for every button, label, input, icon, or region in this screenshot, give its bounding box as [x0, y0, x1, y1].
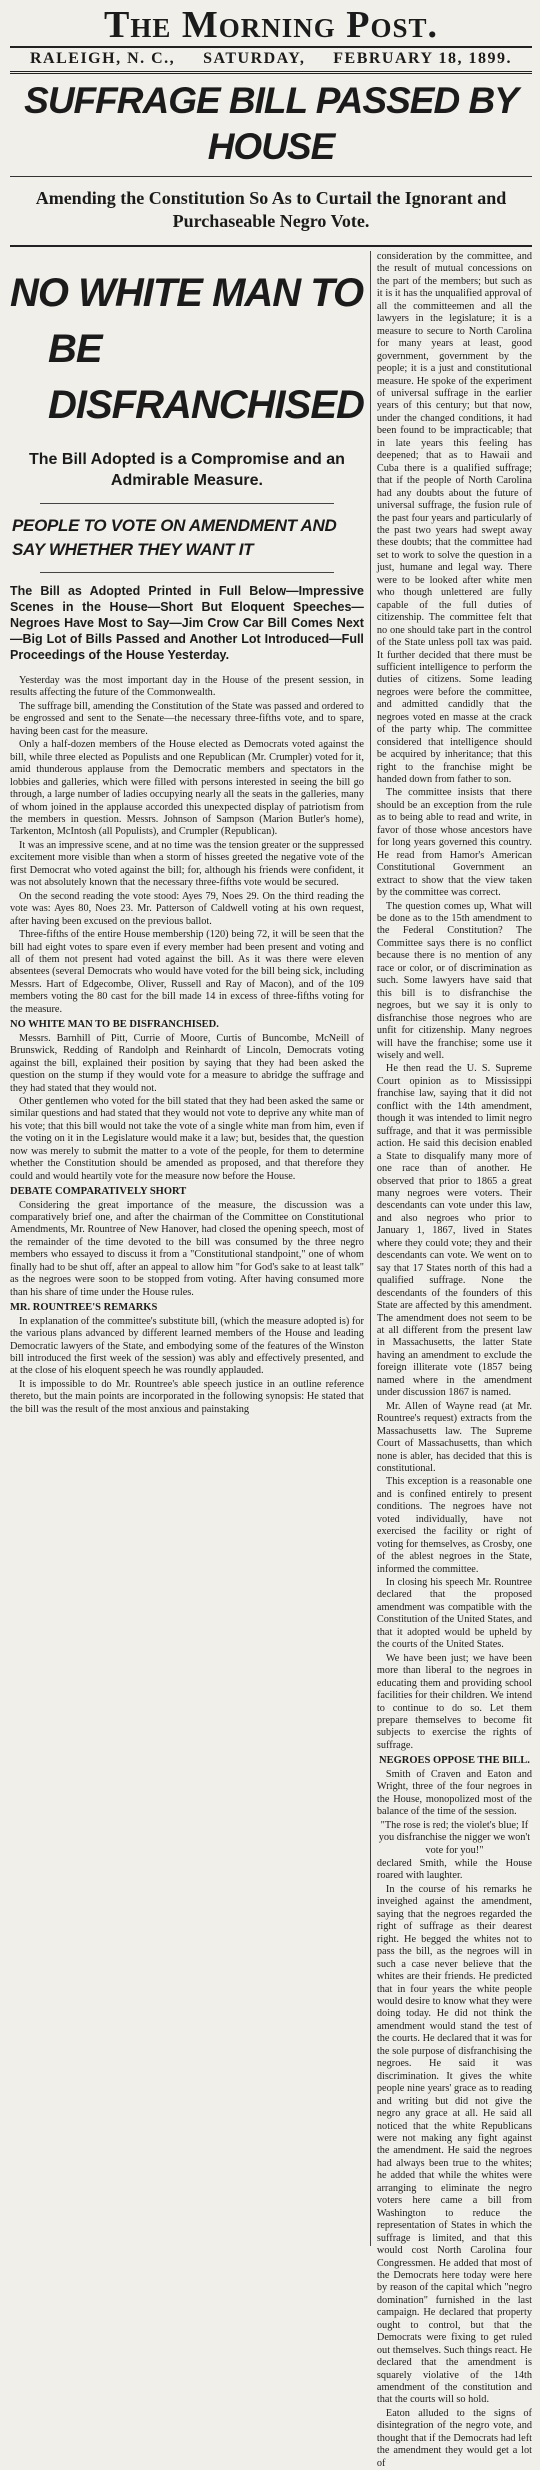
paragraph: It was an impressive scene, and at no time was the tension greater or the suppressed excitement more visible than when a storm of hisses greeted the negative vote of the first Democrat who voted against the bill; for, although his friends were confident, it was not absolutely known that the necessary three-fifths vote would be secured. [10, 839, 364, 889]
paragraph: This exception is a reasonable one and is confined entirely to present conditions. The negroes have not voted individually, have not exercised the facility or right of voting for themselves, as Crosby, one of the ablest negroes in the State, informed the committee. [376, 1476, 532, 1575]
paragraph: Considering the great importance of the measure, the discussion was a comparatively brief one, and after the chairman of the Committee on Constitutional Amendments, Mr. Rountree of New Hanover, had closed the opening speech, most of the remainder of the time devoted to the bill was consumed by the three negro members who essayed to discuss it from a "Constitutional standpoint," one of whom finally had to be shut off, after an appeal to allow him "for God's sake to at least talk" as the negroes were soon to be stopped from voting. After having consumed more than his share of time under the House rules. [10, 1199, 364, 1298]
dateline-day: SATURDAY, [203, 50, 306, 67]
subheading: NEGROES OPPOSE THE BILL. [378, 1755, 530, 1767]
big-headline-line1: NO WHITE MAN TO [10, 271, 364, 315]
paragraph: Messrs. Barnhill of Pitt, Currie of Moore, Curtis of Buncombe, McNeill of Brunswick, Redding of Randolph and Reinhardt of Lincoln, Democrats voting against the bill, explained their position by saying that they had been asked the question on the stump if they would vote for a measure to abridge the suffrage and they had stated that they would not. [10, 1032, 364, 1094]
left-column [10, 251, 371, 2246]
paragraph: On the second reading the vote stood: Ayes 79, Noes 29. On the third reading the vote was: Ayes 80, Noes 23. Mr. Patterson of Caldwell voting at his own request, after having been excused on the previous ballot. [10, 890, 364, 927]
dateline-city: RALEIGH, N. C., [30, 50, 176, 67]
paragraph: Smith of Craven and Eaton and Wright, three of the four negroes in the House, monopolized most of the balance of the time of the session. [376, 1768, 532, 1818]
paragraph: We have been just; we have been more than liberal to the negroes in educating them and providing school facilities for their children. We intend to continue to do so. Let them prepare themselves to become fit subjects to exercise the rights of suffrage. [376, 1652, 532, 1751]
deck-summary: The Bill as Adopted Printed in Full Below—Impressive Scenes in the House—Short But Eloquent Speeches—Negroes Have Most to Say—Jim Crow Car Bill Comes Next—Big Lot of Bills Passed and Another Lot Introduced—Full Proceedings of the House Yesterday. [10, 584, 364, 662]
article-columns [10, 251, 532, 2469]
paragraph: It is impossible to do Mr. Rountree's able speech justice in an outline reference thereto, but the main points are incorporated in the following synopsis: He stated that the bill was the result of the most anxious and painstaking [10, 1378, 364, 1415]
paragraph: In closing his speech Mr. Rountree declared that the proposed amendment was compatible with the Constitution of the United States, and that it adopted would be upheld by the courts of the United States. [376, 1577, 532, 1651]
subheading: NO WHITE MAN TO BE DISFRANCHISED. [10, 1019, 219, 1031]
deck-people-vote: PEOPLE TO VOTE ON AMENDMENT AND SAY WHETHER THEY WANT IT [12, 516, 337, 559]
dateline [10, 46, 532, 74]
paragraph: Only a half-dozen members of the House elected as Democrats voted against the bill, while three elected as Populists and one Republican (Mr. Crumpler) voted for it, amid thunderous applause from the Democratic members and spectators in the lobbies and galleries, which were filled with persons interested in seeing the bill go through, a large number of ladies occupying nearly all the seats in the galleries, many of whom joined in the applause accorded this unexpected display of patriotism from the members in question. Messrs. Johnson of Sampson (Marion Butler's home), Tarkenton, McIntosh (all Populists), and Crumpler (Republican). [10, 739, 364, 838]
divider [40, 503, 334, 504]
divider [40, 572, 334, 573]
paragraph: He then read the U. S. Supreme Court opinion as to Mississippi franchise law, saying that it did not conflict with the 14th amendment, though it was intended to limit negro suffrage, and that it was permissible action. He said this decision enabled a State to disqualify many more of one race than of another. He observed that prior to 1865 a great many negroes were voters. Their descendants can vote under this law, and also negroes who prior to January 1, 1867, lived in States where they could vote; they and their descendants can vote. We went on to say that 17 States north of this had a qualified suffrage. None the descendants of the founders of this State are affected by this amendment. The amendment does not seem to be at all different from the present law in Massachusetts, the latter State having an amendment to exclude the foreign illiterate vote (1857 being named where in the amendment under discussion 1867 is named. [376, 1063, 532, 1399]
verse: "The rose is red; the violet's blue; If you disfranchise the nigger we won't vote for you!" [378, 1819, 531, 1856]
big-headline-line2: BE DISFRANCHISED [48, 327, 364, 427]
paragraph: Three-fifths of the entire House membership (120) being 72, it will be seen that the bill had eight votes to spare even if every member had been present and voting and all of them not present had voted against the bill. As it was there were eleven absentees (several Democrats who would have voted for the bill being sick, including Messrs. Hart of Edgecombe, Oliver, Russell and Ray of Macon), and of the 109 members voting the 80 cast for the bill made 14 in excess of three-fifths voting for the measure. [10, 929, 364, 1015]
main-headline: SUFFRAGE BILL PASSED BY HOUSE [10, 78, 532, 177]
paragraph: Eaton alluded to the signs of disintegration of the negro vote, and thought that if the Democrats had left the amendment they would get a lot of [376, 2407, 532, 2469]
paragraph: Yesterday was the most important day in the House of the present session, in results affecting the future of the Commonwealth. [10, 675, 364, 699]
right-column [376, 251, 532, 2469]
paragraph: declared Smith, while the House roared with laughter. [376, 1858, 532, 1882]
dateline-date: FEBRUARY 18, 1899. [333, 50, 512, 67]
big-headline [10, 265, 364, 433]
paragraph: The suffrage bill, amending the Constitution of the State was passed and ordered to be engrossed and sent to the Senate—the necessary three-fifths vote, and to spare, having been cast for the measure. [10, 700, 364, 737]
paragraph: Other gentlemen who voted for the bill stated that they had been asked the same or similar questions and had stated that they would not vote to deprive any white man of his vote; that this bill would not take the vote of a single white man from him, even if the voting on it in the Legislature would make it a law; but, besides that, the question now was merely to submit the matter to a vote of the people, for them to determine whether the Constitution should be amended as proposed, and that therefore they could and would heartily vote for the measure now before the House. [10, 1095, 364, 1182]
deck-bill-adopted: The Bill Adopted is a Compromise and an Admirable Measure. [29, 451, 345, 489]
paragraph: consideration by the committee, and the result of mutual concessions on the part of the members; but such as it is it has the unqualified approval of all the committeemen and all the lawyers in the legislature; it is a measure to secure to North Carolina for many years at least, good government, government by the people; it is a just and constitutional measure. He spoke of the experiment of universal suffrage in the earlier years of this century; but that now, under the changed conditions, it had been found to be impracticable; that in late years this feeling has deepened; that as to Hawaii and Cuba there is a qualified suffrage; that if the people of North Carolina had any doubts about the future of universal suffrage, the fusion rule of the past four years and particularly of the past two years had swept away these doubts; that the committee had set to work to solve the question in a just, humane and legal way. There were to be looked after white men who though unlettered are fully capable of the full duties of citizenship. The committee felt that no one should take part in the control of the State unless poll tax was paid. It further decided that there must be sufficient intelligence to perform the duties of citizens. Some leading negroes were before the committee, and admitted candidly that the negroes voted en masse at the crack of the party whip. The committee considered that intelligence should be acquired by inheritance; that this right to the franchise might be handed down from father to son. [376, 251, 532, 786]
main-deck: Amending the Constitution So As to Curtail the Ignorant and Purchaseable Negro Vote. [10, 177, 532, 247]
paragraph: The question comes up, What will be done as to the 15th amendment to the Federal Constitution? The Committee says there is no conflict because there is no mention of any race or color, or of discrimination as such. Some lawyers have said that this bill is to disfranchise the negroes, but we say it is only to disfranchise those negroes who are unfit for citizenship. Many negroes will have the franchise; some use it wisely and well. [376, 900, 532, 1061]
paragraph: In the course of his remarks he inveighed against the amendment, saying that the negroes regarded the right of suffrage as their dearest right. He begged the whites not to pass the bill, as the negroes will in such a case never believe that the whites are their friends. He predicted that in four years the white people would desire to know what they were doing today. He did not think the amendment would stand the test of the courts. He declared that it was for the sole purpose of disfranchising the negroes. He said it was discrimination. It gives the white people nine years' grace as to reading and writing but did not give the negro any grace at all. He said all noticed that the white Republicans were not making any fight against the amendment. He said the negroes had always been true to the whites; he added that while the whites were arranging to eliminate the negro voters here came a bill from Washington to reduce the representation of States in which the suffrage is limited, and that this would cost North Carolina four Congressmen. He added that most of the Democrats here today were here by reason of the capital which "negro domination" furnished in the last campaign. He declared that property ought to control, but that the Democrats were fixing to get ruled out themselves. Such things react. He declared that the amendment is squarely violative of the 14th amendment of the constitution and that the courts will so hold. [376, 1883, 532, 2406]
subheading: MR. ROUNTREE'S REMARKS [10, 1302, 158, 1314]
paragraph: Mr. Allen of Wayne read (at Mr. Rountree's request) extracts from the Massachusetts law. The Supreme Court of Massachusetts, than which none is abler, has decided that this is constitutional. [376, 1400, 532, 1474]
paragraph: The committee insists that there should be an exception from the rule as to being able to read and write, in favor of those whose ancestors have for long years governed this country. He read from Hamor's American Constitutional Government an extract to show that the view taken by the committee was correct. [376, 787, 532, 899]
masthead: The Morning Post. [104, 4, 438, 46]
subheading: DEBATE COMPARATIVELY SHORT [10, 1186, 187, 1198]
paragraph: In explanation of the committee's substitute bill, (which the measure adopted is) for the various plans advanced by different learned members of the House and leading Democratic lawyers of the State, and embodying some of the features of the Winston bill introduced the first week of the session) was ably and effectively presented, and at the close of his eloquent speech he was roundly applauded. [10, 1315, 364, 1377]
